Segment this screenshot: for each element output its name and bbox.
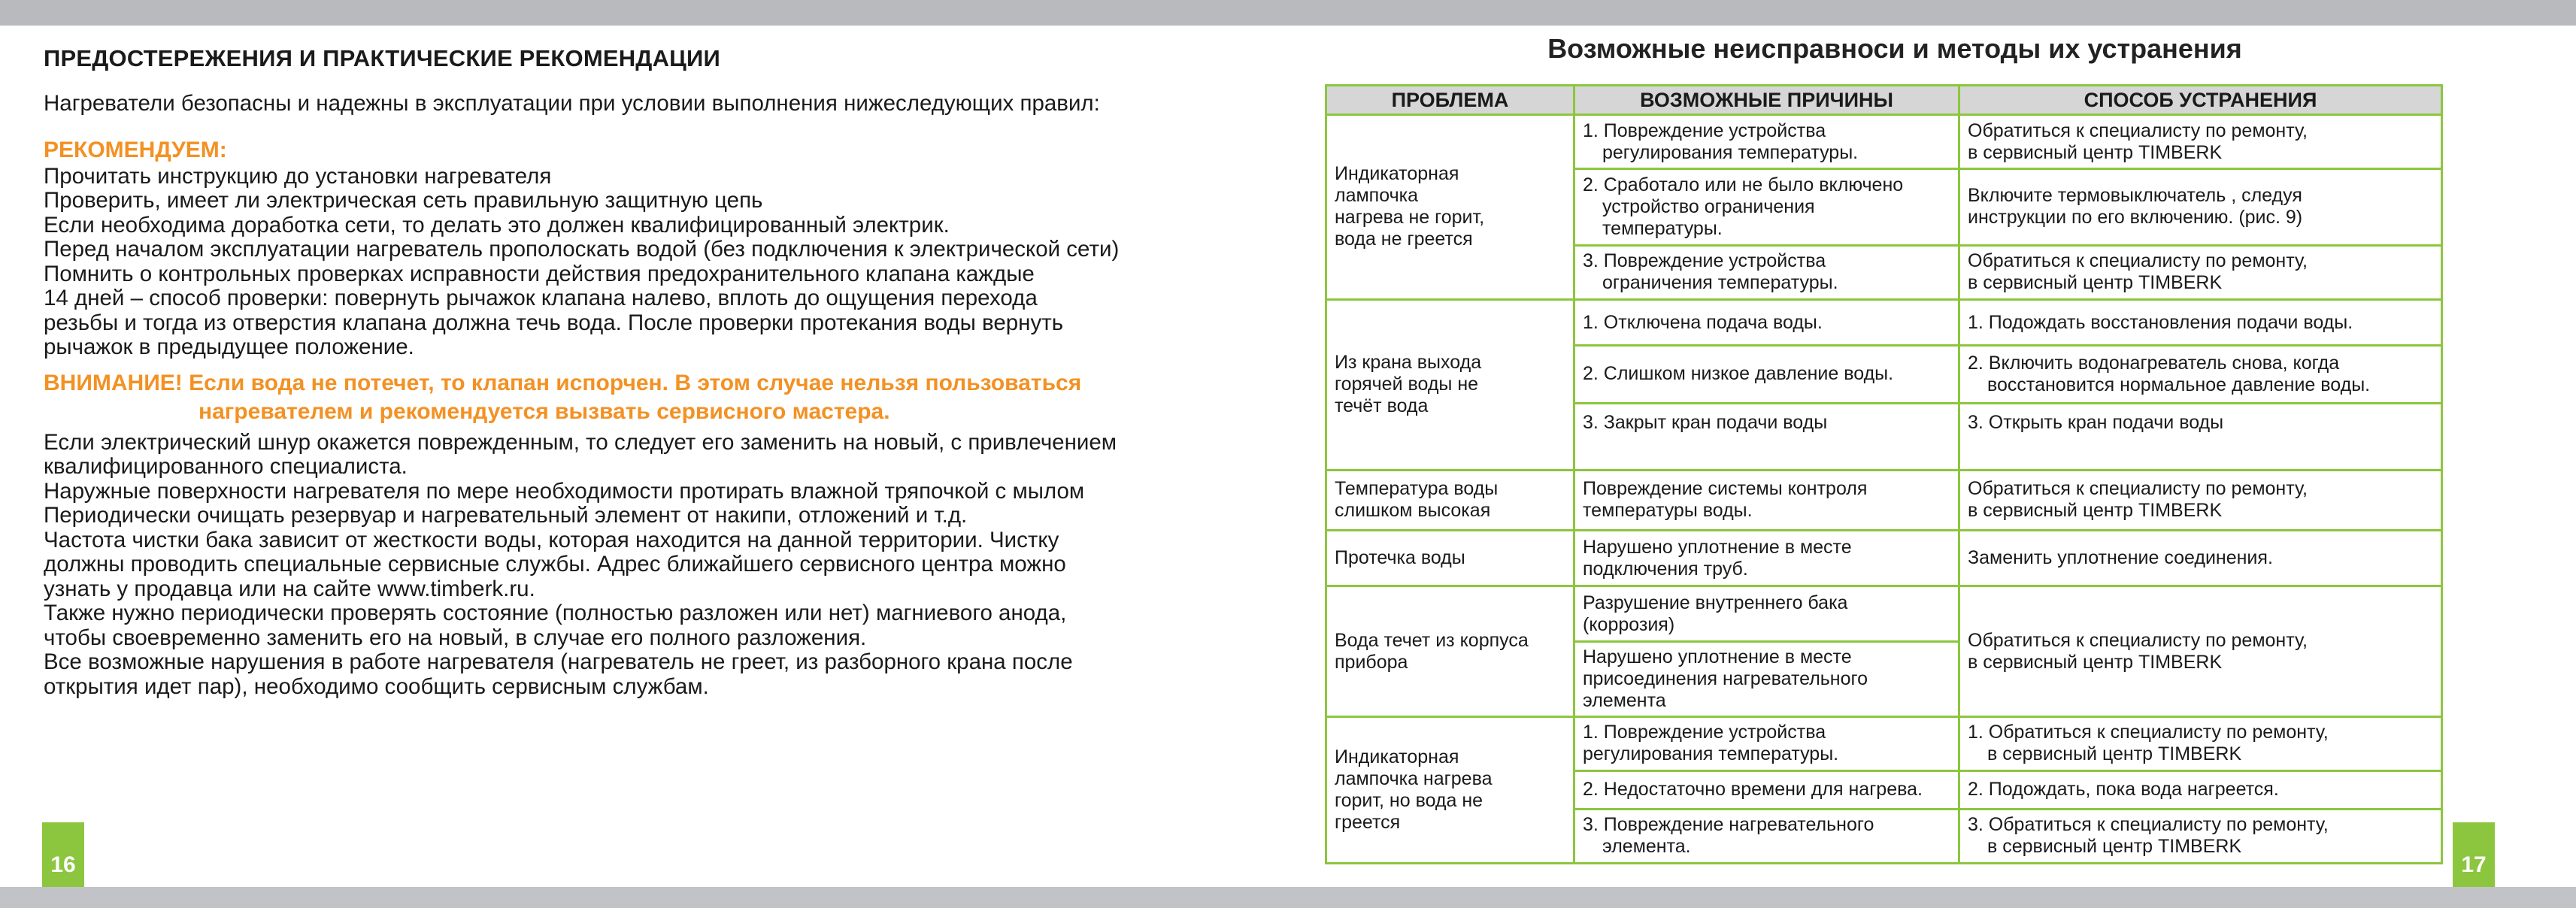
body-line: Если электрический шнур окажется поврежденным, то следует его заменить на новый, с привлечением	[44, 429, 1117, 455]
page-title: ПРЕДОСТЕРЕЖЕНИЯ И ПРАКТИЧЕСКИЕ РЕКОМЕНДАЦИИ	[44, 45, 720, 71]
warning-line: ВНИМАНИЕ! Если вода не потечет, то клапан испорчен. В этом случае нельзя пользоваться	[44, 370, 1082, 395]
body-line: должны проводить специальные сервисные службы. Адрес ближайшего сервисного центра можно	[44, 552, 1066, 577]
recommend-line: Перед началом эксплуатации нагреватель прополоскать водой (без подключения к электрической сети)	[44, 237, 1120, 262]
intro-text: Нагреватели безопасны и надежны в эксплуатации при условии выполнения нижеследующих правил:	[44, 91, 1100, 116]
remedy-cell: 3. Открыть кран подачи воды	[1959, 403, 2442, 470]
remedy-cell: Обратиться к специалисту по ремонту, в сервисный центр TIMBERK	[1959, 586, 2442, 717]
body-line: чтобы своевременно заменить его на новый, в случае его полного разложения.	[44, 625, 867, 650]
cause-cell: 1. Повреждение устройства регулирования температуры.	[1574, 115, 1959, 169]
body-line: квалифицированного специалиста.	[44, 454, 408, 479]
recommend-line: Прочитать инструкцию до установки нагревателя	[44, 163, 552, 189]
body-line: Наружные поверхности нагревателя по мере необходимости протирать влажной тряпочкой с мылом	[44, 478, 1085, 504]
table-title: Возможные неисправноси и методы их устранения	[1547, 33, 2242, 64]
faults-table	[1325, 84, 2443, 864]
top-bar	[0, 0, 2576, 26]
remedy-cell: 2. Включить водонагреватель снова, когда восстановится нормальное давление воды.	[1959, 346, 2442, 403]
page-number-right: 17	[2453, 822, 2495, 908]
body-line: Частота чистки бака зависит от жесткости воды, которая находится на данной территории. Чистку	[44, 527, 1059, 552]
table-row	[1326, 115, 2442, 169]
cause-cell: Нарушено уплотнение в месте присоединения нагревательного элемента	[1574, 642, 1959, 717]
recommend-heading: РЕКОМЕНДУЕМ:	[44, 137, 227, 162]
problem-cell: Из крана выхода горячей воды не течёт вода	[1326, 299, 1574, 470]
header-problem: ПРОБЛЕМА	[1326, 86, 1574, 115]
problem-cell: Температура воды слишком высокая	[1326, 470, 1574, 531]
body-line: Также нужно периодически проверять состояние (полностью разложен или нет) магниевого анода,	[44, 601, 1067, 625]
remedy-cell: Обратиться к специалисту по ремонту, в сервисный центр TIMBERK	[1959, 245, 2442, 299]
cause-cell: Разрушение внутреннего бака (коррозия)	[1574, 586, 1959, 642]
table-row	[1326, 586, 2442, 642]
body-line: Все возможные нарушения в работе нагревателя (нагреватель не греет, из разборного крана после	[44, 649, 1073, 674]
remedy-cell: Обратиться к специалисту по ремонту, в сервисный центр TIMBERK	[1959, 115, 2442, 169]
page-number-left: 16	[42, 822, 84, 908]
cause-cell: 3. Повреждение устройства ограничения температуры.	[1574, 245, 1959, 299]
table-row	[1326, 299, 2442, 345]
cause-cell: Повреждение системы контроля температуры воды.	[1574, 470, 1959, 531]
cause-cell: 3. Закрыт кран подачи воды	[1574, 403, 1959, 470]
table-row	[1326, 531, 2442, 586]
body-line: Периодически очищать резервуар и нагревательный элемент от накипи, отложений и т.д.	[44, 503, 968, 528]
cause-cell: 1. Повреждение устройства регулирования температуры.	[1574, 716, 1959, 770]
table-row	[1326, 716, 2442, 770]
problem-cell: Протечка воды	[1326, 531, 1574, 586]
cause-cell: 2. Слишком низкое давление воды.	[1574, 346, 1959, 403]
remedy-cell: 1. Подождать восстановления подачи воды.	[1959, 299, 2442, 345]
header-causes: ВОЗМОЖНЫЕ ПРИЧИНЫ	[1574, 86, 1959, 115]
bottom-bar	[0, 887, 2576, 908]
remedy-cell: Включите термовыключатель , следуя инструкции по его включению. (рис. 9)	[1959, 169, 2442, 246]
remedy-cell: 1. Обратиться к специалисту по ремонту, в сервисный центр TIMBERK	[1959, 716, 2442, 770]
problem-cell: Вода течет из корпуса прибора	[1326, 586, 1574, 717]
warning-line: нагревателем и рекомендуется вызвать сервисного мастера.	[199, 398, 890, 424]
warning-text	[44, 369, 1232, 426]
recommend-line: резьбы и тогда из отверстия клапана должна течь вода. После проверки протекания воды вернуть	[44, 310, 1064, 335]
remedy-cell: 2. Подождать, пока вода нагреется.	[1959, 771, 2442, 810]
table-row	[1326, 470, 2442, 531]
cause-cell: 2. Недостаточно времени для нагрева.	[1574, 771, 1959, 810]
left-page	[44, 45, 1232, 699]
body-line: узнать у продавца или на сайте www.timberk.ru.	[44, 576, 535, 601]
remedy-cell: Заменить уплотнение соединения.	[1959, 531, 2442, 586]
table-header-row	[1326, 86, 2442, 115]
recommend-line: рычажок в предыдущее положение.	[44, 334, 414, 359]
problem-cell: Индикаторная лампочка нагрева горит, но вода не греется	[1326, 716, 1574, 863]
cause-cell: 1. Отключена подача воды.	[1574, 299, 1959, 345]
header-remedy: СПОСОБ УСТРАНЕНИЯ	[1959, 86, 2442, 115]
recommend-line: 14 дней – способ проверки: повернуть рычажок клапана налево, вплоть до ощущения перехода	[44, 286, 1038, 310]
remedy-cell: Обратиться к специалисту по ремонту, в сервисный центр TIMBERK	[1959, 470, 2442, 531]
recommend-line: Проверить, имеет ли электрическая сеть правильную защитную цепь	[44, 188, 763, 213]
remedy-cell: 3. Обратиться к специалисту по ремонту, в сервисный центр TIMBERK	[1959, 809, 2442, 863]
problem-cell: Индикаторная лампочка нагрева не горит, вода не греется	[1326, 115, 1574, 300]
cause-cell: 3. Повреждение нагревательного элемента.	[1574, 809, 1959, 863]
cause-cell: 2. Сработало или не было включено устройство ограничения температуры.	[1574, 169, 1959, 246]
body-text	[44, 431, 1232, 700]
recommend-line: Помнить о контрольных проверках исправности действия предохранительного клапана каждые	[44, 261, 1035, 286]
body-line: открытия идет пар), необходимо сообщить сервисным службам.	[44, 673, 709, 699]
recommend-line: Если необходима доработка сети, то делать это должен квалифицированный электрик.	[44, 212, 950, 238]
recommend-list	[44, 165, 1232, 360]
cause-cell: Нарушено уплотнение в месте подключения труб.	[1574, 531, 1959, 586]
